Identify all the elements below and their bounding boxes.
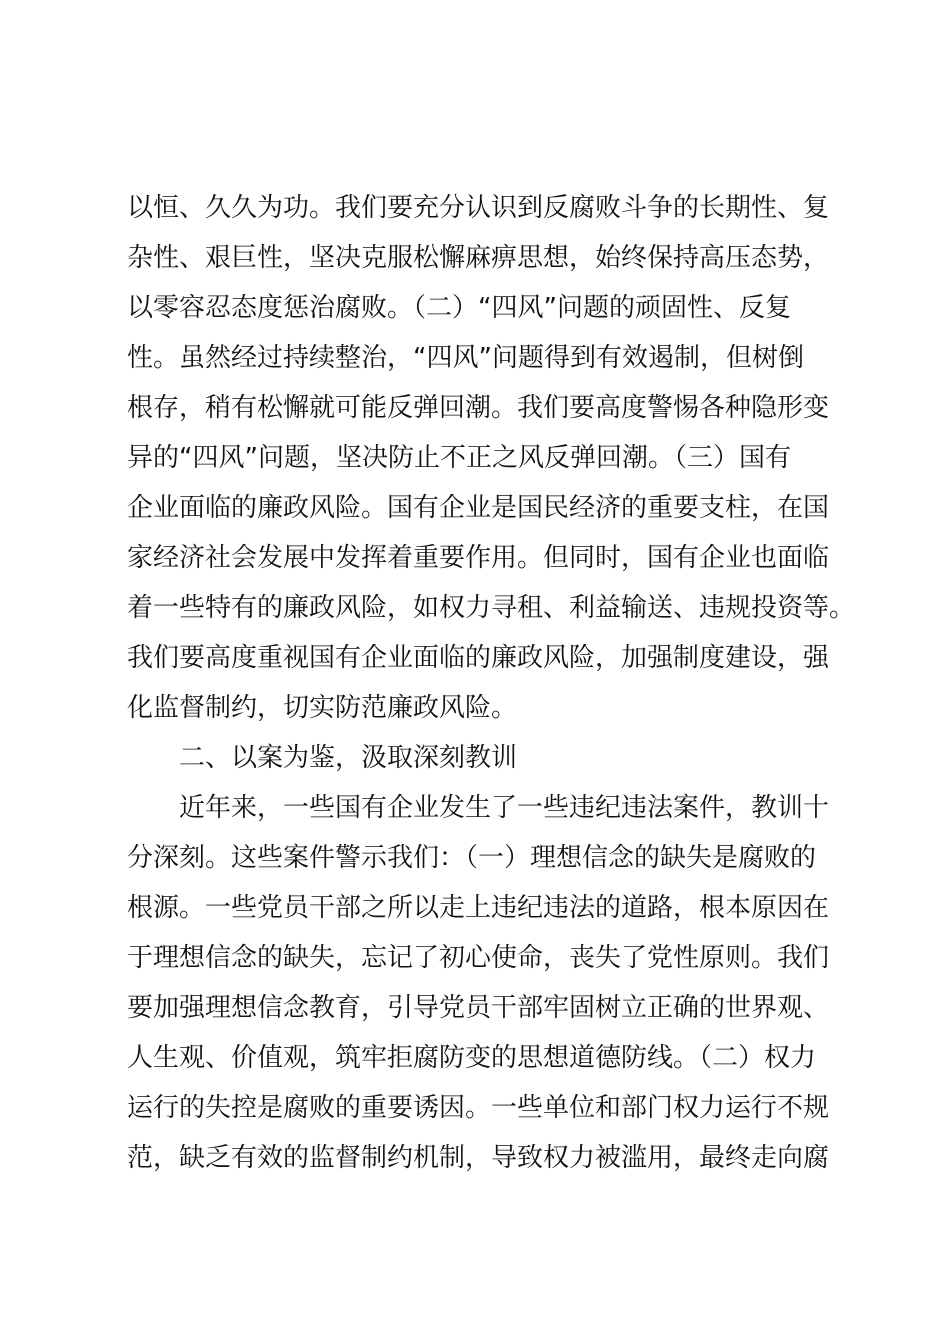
- text-line: 杂性、艰巨性，坚决克服松懈麻痹思想，始终保持高压态势，: [127, 243, 830, 273]
- text-line: 于理想信念的缺失，忘记了初心使命，丧失了党性原则。我们: [127, 943, 830, 973]
- text-line: 异的“四风”问题，坚决防止不正之风反弹回潮。（三）国有: [127, 443, 791, 473]
- text-line: 根源。一些党员干部之所以走上违纪违法的道路，根本原因在: [127, 893, 830, 923]
- text-line: 运行的失控是腐败的重要诱因。一些单位和部门权力运行不规: [127, 1093, 830, 1123]
- text-line: 着一些特有的廉政风险，如权力寻租、利益输送、违规投资等。: [127, 593, 856, 623]
- text-line: 以恒、久久为功。我们要充分认识到反腐败斗争的长期性、复: [127, 193, 830, 223]
- text-line: 企业面临的廉政风险。国有企业是国民经济的重要支柱，在国: [127, 493, 830, 523]
- text-line: 要加强理想信念教育，引导党员干部牢固树立正确的世界观、: [127, 993, 830, 1023]
- body-text: [127, 183, 856, 1183]
- text-line: 近年来，一些国有企业发生了一些违纪违法案件，教训十: [179, 793, 830, 823]
- text-line: 化监督制约，切实防范廉政风险。: [127, 693, 518, 723]
- section-heading: 二、以案为鉴，汲取深刻教训: [179, 743, 518, 773]
- text-line: 范，缺乏有效的监督制约机制，导致权力被滥用，最终走向腐: [127, 1143, 830, 1173]
- text-line: 我们要高度重视国有企业面临的廉政风险，加强制度建设，强: [127, 643, 830, 673]
- text-line: 根存，稍有松懈就可能反弹回潮。我们要高度警惕各种隐形变: [127, 393, 830, 423]
- text-line: 家经济社会发展中发挥着重要作用。但同时，国有企业也面临: [127, 543, 830, 573]
- text-line: 分深刻。这些案件警示我们：（一）理想信念的缺失是腐败的: [127, 843, 817, 873]
- text-line: 以零容忍态度惩治腐败。（二）“四风”问题的顽固性、反复: [127, 293, 791, 323]
- text-line: 人生观、价值观，筑牢拒腐防变的思想道德防线。（二）权力: [127, 1043, 817, 1073]
- text-line: 性。虽然经过持续整治，“四风”问题得到有效遏制，但树倒: [127, 343, 804, 373]
